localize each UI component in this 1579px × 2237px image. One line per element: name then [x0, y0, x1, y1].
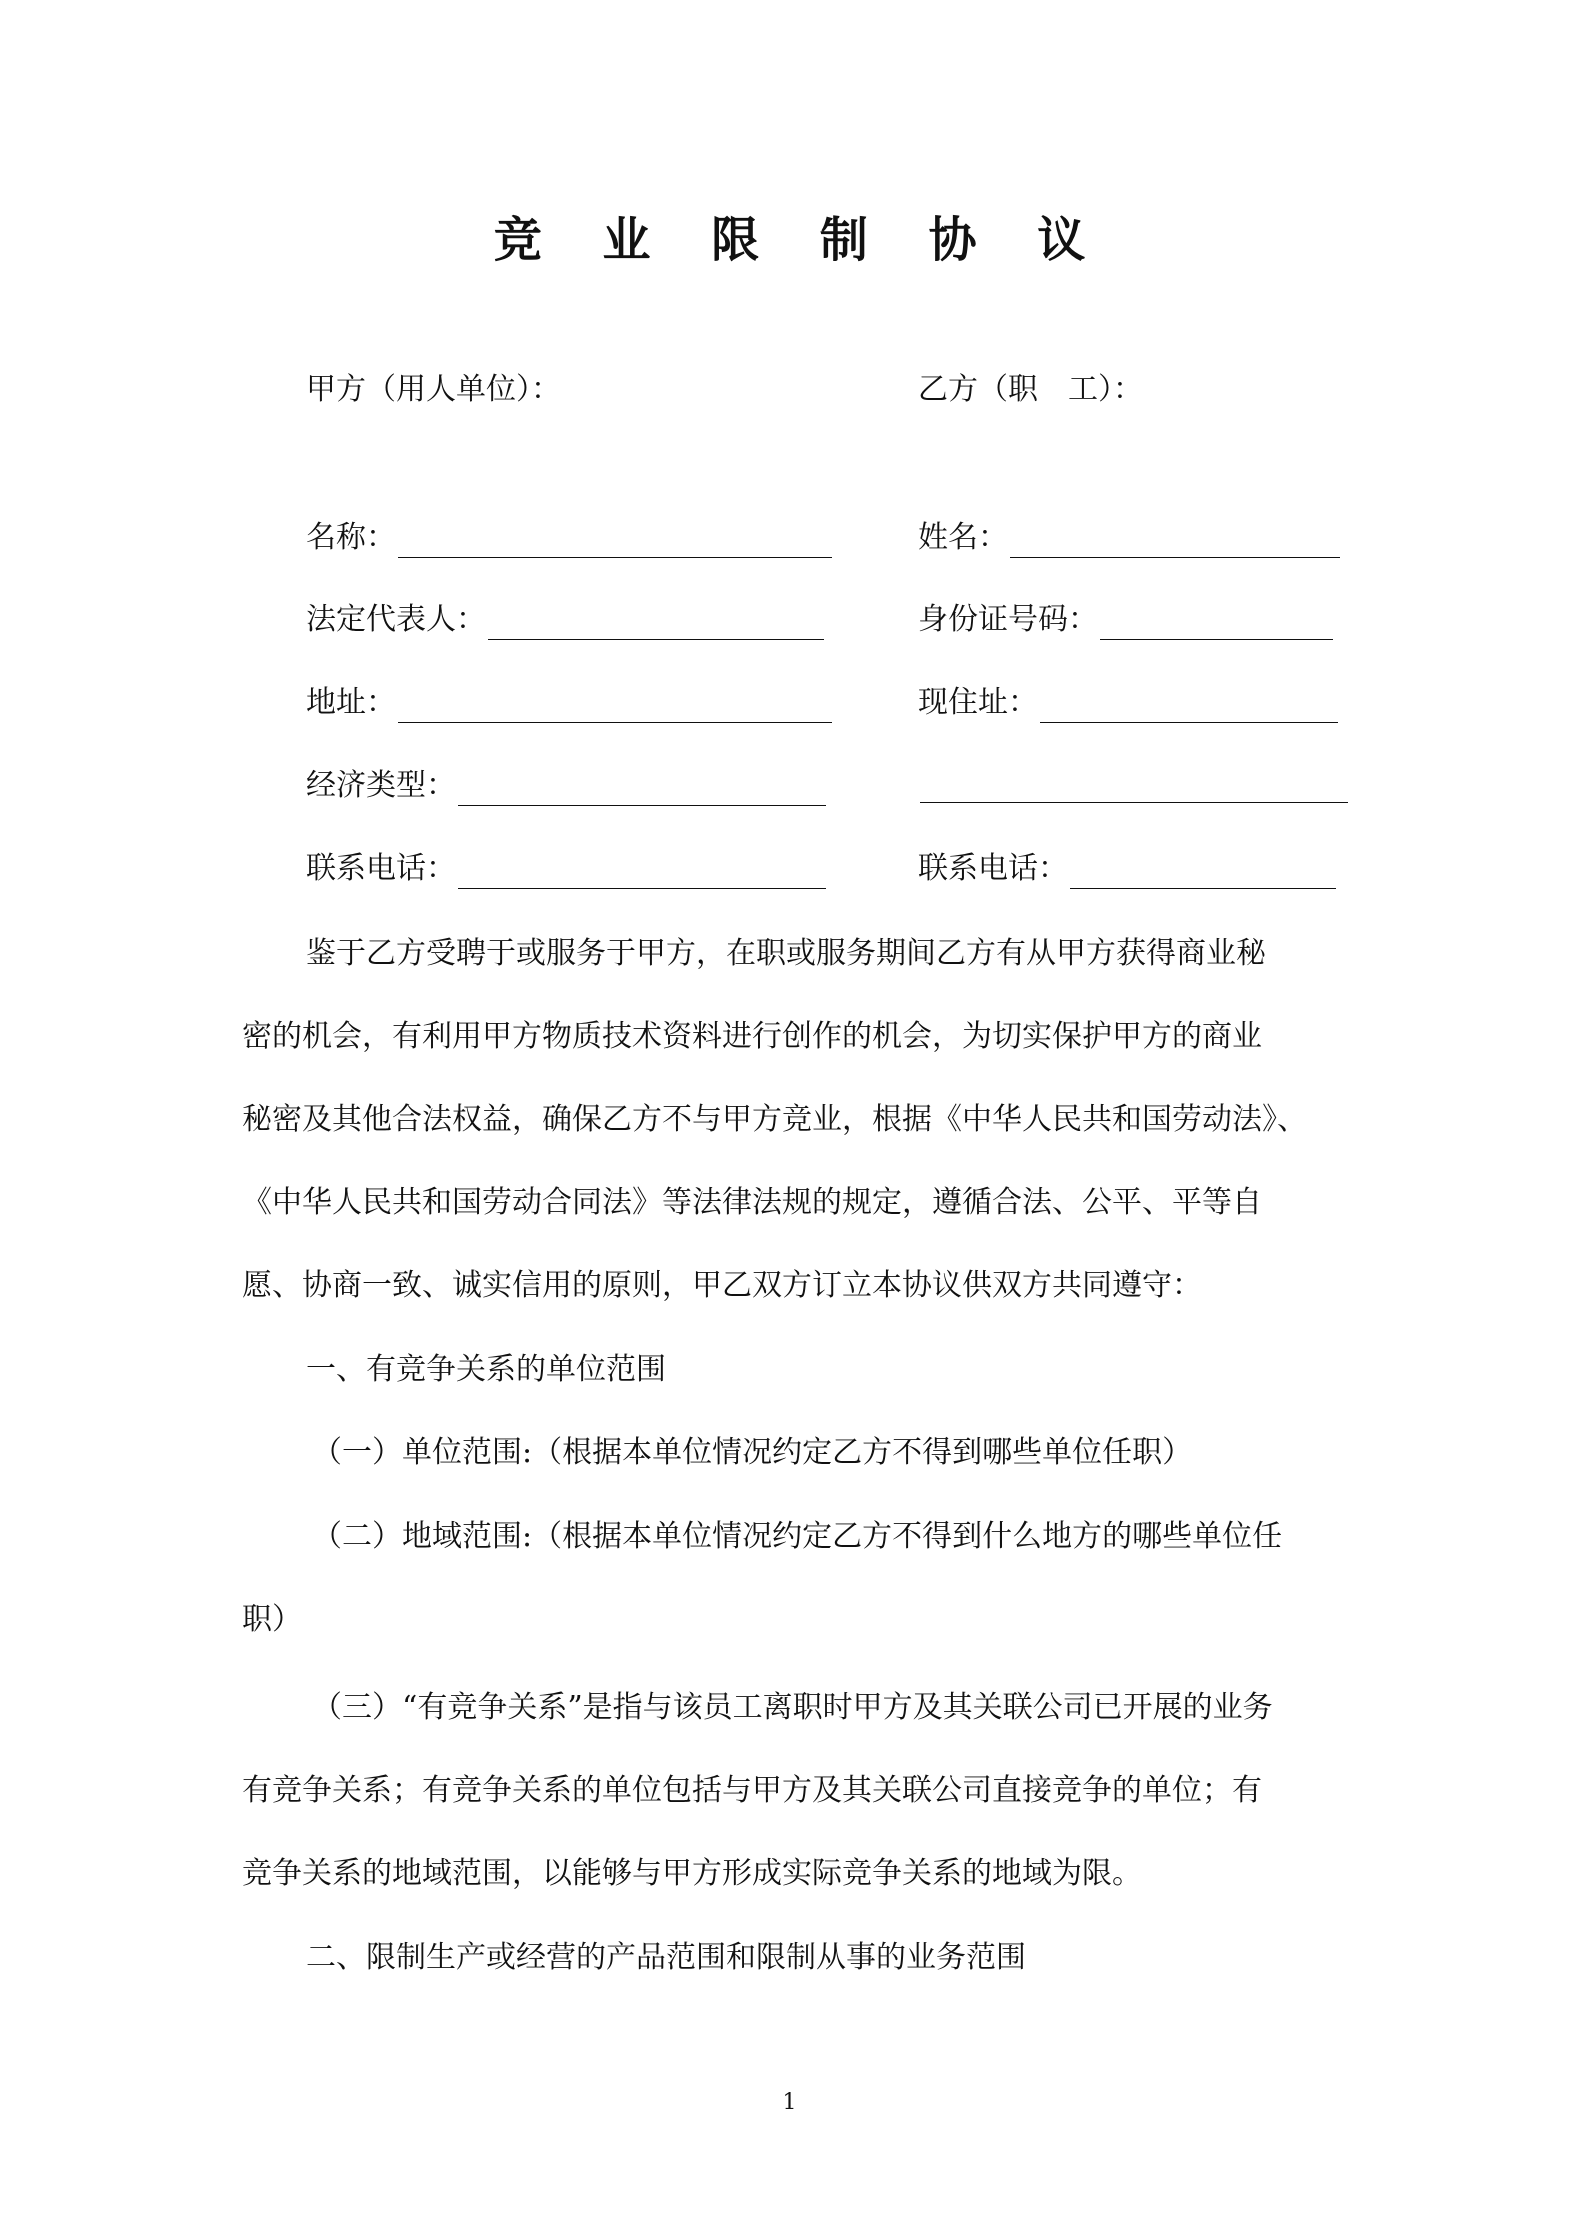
party-b-residence-blank[interactable] [1040, 686, 1338, 723]
document-title: 竞 业 限 制 协 议 [493, 212, 1108, 268]
page-number: 1 [782, 2090, 797, 2115]
party-b-name-blank[interactable] [1010, 521, 1340, 558]
party-a-legal-rep-label: 法定代表人： [306, 602, 486, 637]
party-a-phone-field [306, 849, 826, 889]
party-b-extra-field [918, 766, 1348, 803]
party-a-phone-blank[interactable] [458, 852, 826, 889]
party-b-residence-label: 现住址： [918, 685, 1038, 720]
preamble-line: 鉴于乙方受聘于或服务于甲方，在职或服务期间乙方有从甲方获得商业秘 [306, 936, 1266, 971]
preamble-line: 秘密及其他合法权益，确保乙方不与甲方竞业，根据《中华人民共和国劳动法》、 [242, 1102, 1307, 1137]
clause-item-continued: 竞争关系的地域范围，以能够与甲方形成实际竞争关系的地域为限。 [242, 1856, 1142, 1891]
party-a-address-blank[interactable] [398, 686, 832, 723]
party-a-economic-type-field [306, 766, 826, 806]
preamble-line: 愿、协商一致、诚实信用的原则，甲乙双方订立本协议供双方共同遵守： [242, 1268, 1202, 1303]
party-b-name-label: 姓名： [918, 520, 1008, 555]
party-a-address-field [306, 683, 832, 723]
party-b-phone-field [918, 849, 1336, 889]
party-a-economic-type-blank[interactable] [458, 769, 826, 806]
preamble-line: 《中华人民共和国劳动合同法》等法律法规的规定，遵循合法、公平、平等自 [242, 1185, 1262, 1220]
party-a-name-label: 名称： [306, 520, 396, 555]
party-b-id-number-label: 身份证号码： [918, 602, 1098, 637]
clause-item: （二）地域范围:（根据本单位情况约定乙方不得到什么地方的哪些单位任 [312, 1519, 1283, 1554]
clause-item-continued: 职） [242, 1602, 302, 1637]
section-heading: 一、有竞争关系的单位范围 [306, 1352, 666, 1387]
party-b-heading: 乙方（职 工）： [918, 372, 1143, 407]
party-a-legal-rep-blank[interactable] [488, 603, 824, 640]
party-b-phone-label: 联系电话： [918, 851, 1068, 886]
party-a-legal-rep-field [306, 600, 824, 640]
party-a-economic-type-label: 经济类型： [306, 768, 456, 803]
party-b-name-field [918, 518, 1340, 558]
party-b-id-number-blank[interactable] [1100, 603, 1333, 640]
party-b-residence-field [918, 683, 1338, 723]
section-heading: 二、限制生产或经营的产品范围和限制从事的业务范围 [306, 1940, 1026, 1975]
preamble-line: 密的机会，有利用甲方物质技术资料进行创作的机会，为切实保护甲方的商业 [242, 1019, 1262, 1054]
party-a-address-label: 地址： [306, 685, 396, 720]
party-b-extra-blank[interactable] [920, 766, 1348, 803]
party-a-phone-label: 联系电话： [306, 851, 456, 886]
party-b-id-number-field [918, 600, 1333, 640]
clause-item-continued: 有竞争关系；有竞争关系的单位包括与甲方及其关联公司直接竞争的单位；有 [242, 1773, 1262, 1808]
party-a-name-field [306, 518, 832, 558]
party-b-phone-blank[interactable] [1070, 852, 1336, 889]
clause-item: （一）单位范围:（根据本单位情况约定乙方不得到哪些单位任职） [312, 1435, 1193, 1470]
party-a-name-blank[interactable] [398, 521, 832, 558]
clause-item: （三）“有竞争关系”是指与该员工离职时甲方及其关联公司已开展的业务 [312, 1690, 1273, 1725]
party-a-heading: 甲方（用人单位）： [306, 372, 561, 407]
